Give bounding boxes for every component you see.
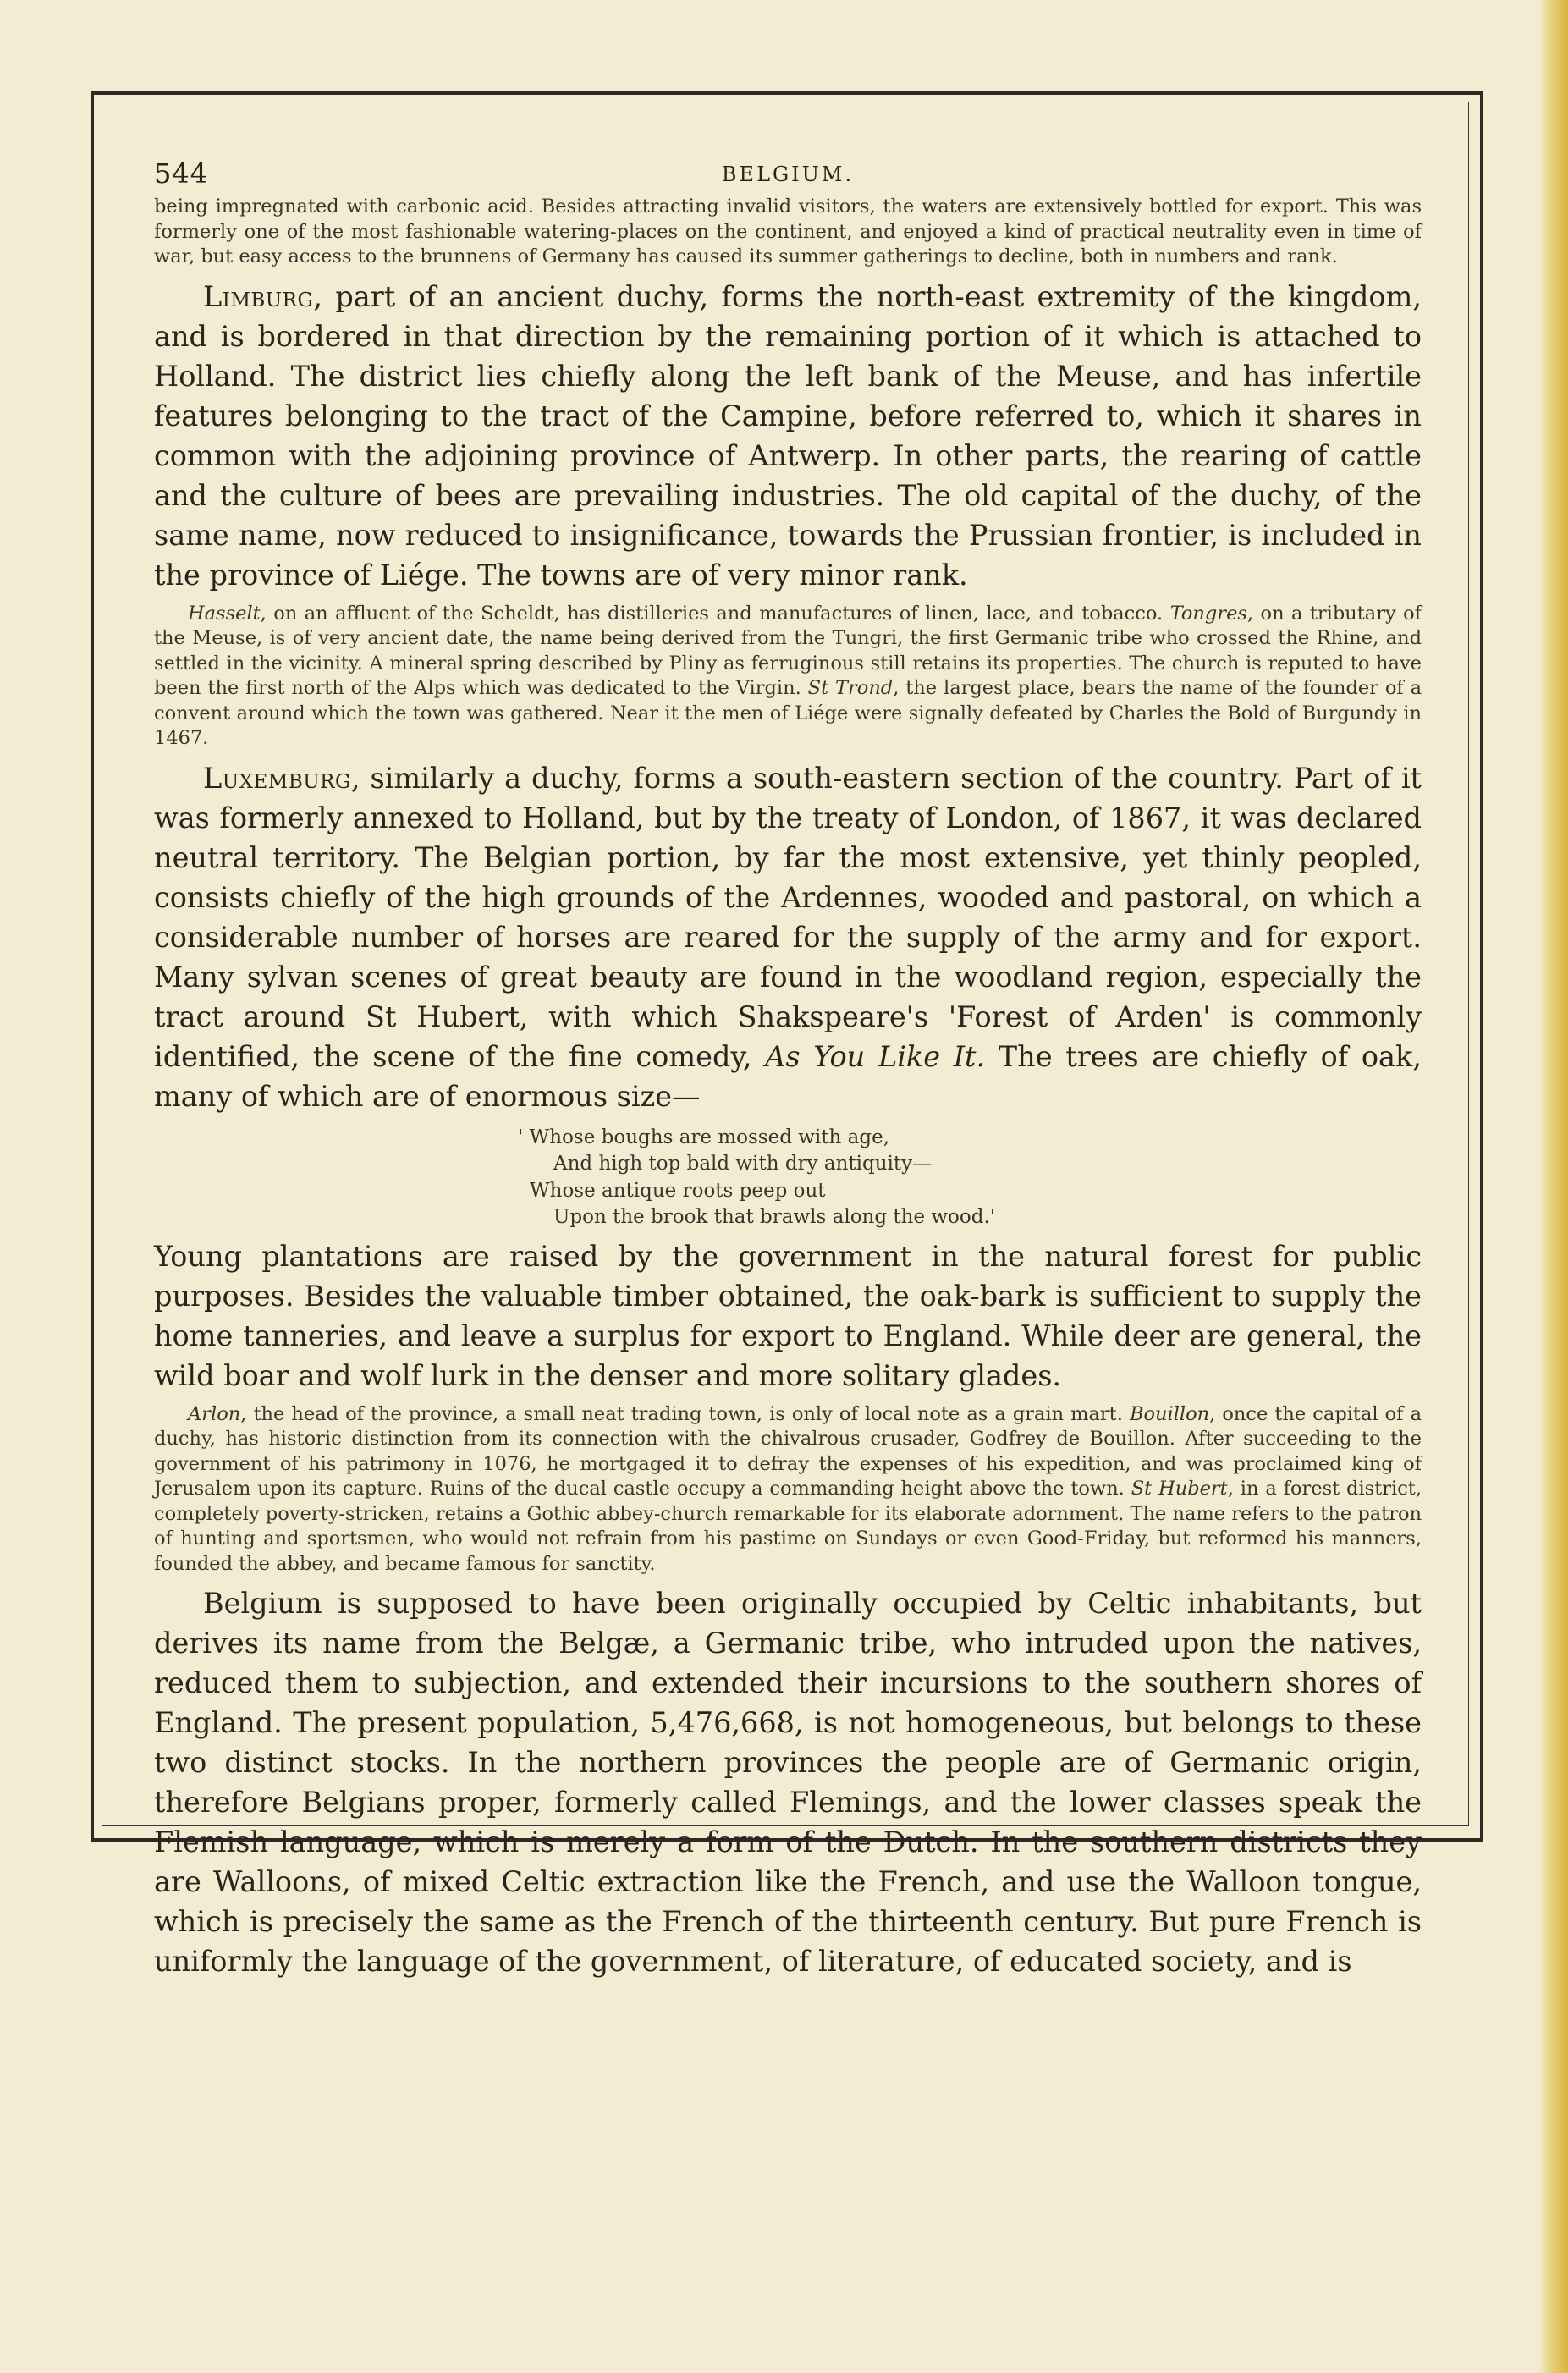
luxemburg-towns-paragraph — [154, 1402, 1422, 1577]
poem-line: ' Whose boughs are mossed with age, — [518, 1126, 889, 1148]
town-st-trond: St Trond — [807, 677, 894, 699]
limburg-body: , part of an ancient duchy, forms the north-east extremity of the kingdom, and is bordered in that direction by the remaining portion of it which is attached to Holland. The district lies chiefly along the left bank of the Meuse, and has infertile features belonging to the tract of the Campine, before referred to, which it shares in common with the adjoining province of Antwerp. In other parts, the rearing of cattle and the culture of bees are prevailing industries. The old capital of the duchy, of the same name, now reduced to insignificance, towards the Prussian frontier, is included in the province of Liége. The towns are of very minor rank. — [154, 279, 1422, 592]
town-hasselt: Hasselt — [188, 602, 261, 625]
page-body — [154, 151, 1422, 1978]
tongres-description: , on a tributary of the Meuse, is of very ancient date, the name being derived from the Tungri, the first Germanic tribe who crossed the Rhine, and settled in the vicinity. A mineral spring described by Pliny as ferruginous still retains its properties. The church is reputed to have been the first north of the Alps which was dedicated to the Virgin. — [154, 602, 1422, 699]
spa-continuation-paragraph: being impregnated with carbonic acid. Besides attracting invalid visitors, the waters are extensively bottled for export. This was formerly one of the most fashionable watering-places on the continent, and enjoyed a kind of practical neutrality even in time of war, but easy access to the brunnens of Germany has caused its summer gatherings to decline, both in numbers and rank. — [154, 195, 1422, 267]
page-header — [154, 151, 1422, 195]
town-tongres: Tongres — [1169, 602, 1247, 625]
page-edge-strip — [1538, 0, 1568, 2373]
luxemburg-heading: Luxemburg — [203, 761, 351, 795]
luxemburg-body-a: , similarly a duchy, forms a south-eastern section of the country. Part of it was formerly annexed to Holland, but by the treaty of London, of 1867, it was declared neutral territory. The Belgian portion, by far the most extensive, yet thinly peopled, consists chiefly of the high grounds of the Ardennes, wooded and pastoral, on which a considerable number of horses are reared for the supply of the army and for export. Many sylvan scenes of great beauty are found in the woodland region, especially the tract around St Hubert, with which Shakspeare's 'Forest of Arden' is commonly identified, the scene of the fine comedy, — [154, 761, 1422, 1073]
page-number: 544 — [154, 157, 209, 190]
limburg-heading: Limburg — [203, 279, 314, 313]
young-plantations-paragraph: Young plantations are raised by the government in the natural forest for public purposes. Besides the valuable timber obtained, the oak-bark is sufficient to supply the home tanneries, and leave a surplus for export to England. While deer are general, the wild boar and wolf lurk in the denser and more solitary glades. — [154, 1239, 1422, 1392]
poem-line: Whose antique roots peep out — [530, 1179, 826, 1202]
town-st-hubert: St Hubert — [1131, 1478, 1228, 1500]
running-head: BELGIUM. — [721, 162, 855, 186]
poem-quotation — [518, 1125, 1422, 1231]
town-arlon: Arlon — [188, 1402, 241, 1425]
limburg-towns-paragraph — [154, 602, 1422, 752]
belgium-population-paragraph: Belgium is supposed to have been originally occupied by Celtic inhabitants, but derives its name from the Belgæ, a Germanic tribe, who intruded upon the natives, reduced them to subjection, and extended their incursions to the southern shores of England. The present population, 5,476,668, is not homogeneous, but belongs to these two distinct stocks. In the northern provinces the people are of Germanic origin, therefore Belgians proper, formerly called Flemings, and the lower classes speak the Flemish language, which is merely a form of the Dutch. In the southern districts they are Walloons, of mixed Celtic extraction like the French, and use the Walloon tongue, which is precisely the same as the French of the thirteenth century. But pure French is uniformly the language of the government, of literature, of educated society, and is — [154, 1587, 1422, 1978]
arlon-description: , the head of the province, a small neat trading town, is only of local note as a grain mart. — [240, 1402, 1130, 1425]
st-hubert-description: , in a forest district, completely poverty-stricken, retains a Gothic abbey-church remarkable for its elaborate adornment. The name refers to the patron of hunting and sportsmen, who would not refrain from his pastime on Sundays or even Good-Friday, but reformed his manners, founded the abbey, and became famous for sanctity. — [154, 1478, 1422, 1575]
poem-line: Upon the brook that brawls along the wood.' — [553, 1206, 996, 1228]
luxemburg-paragraph — [154, 758, 1422, 1116]
hasselt-description: , on an affluent of the Scheldt, has distilleries and manufactures of linen, lace, and tobacco. — [260, 602, 1170, 625]
luxemburg-body-b: The trees are chiefly of oak, many of which are of enormous size— — [154, 1039, 1422, 1113]
play-title: As You Like It. — [765, 1039, 986, 1073]
poem-line: And high top bald with dry antiquity— — [553, 1153, 933, 1175]
town-bouillon: Bouillon — [1129, 1402, 1210, 1425]
st-trond-description: , the largest place, bears the name of the founder of a convent around which the town was gathered. Near it the men of Liége were signally defeated by Charles the Bold of Burgundy in 1467. — [154, 677, 1422, 749]
bouillon-description: , once the capital of a duchy, has historic distinction from its connection with the chivalrous crusader, Godfrey de Bouillon. After succeeding to the government of his patrimony in 1076, he mortgaged it to defray the expenses of his expedition, and was proclaimed king of Jerusalem upon its capture. Ruins of the ducal castle occupy a commanding height above the town. — [154, 1402, 1422, 1500]
limburg-paragraph — [154, 277, 1422, 595]
